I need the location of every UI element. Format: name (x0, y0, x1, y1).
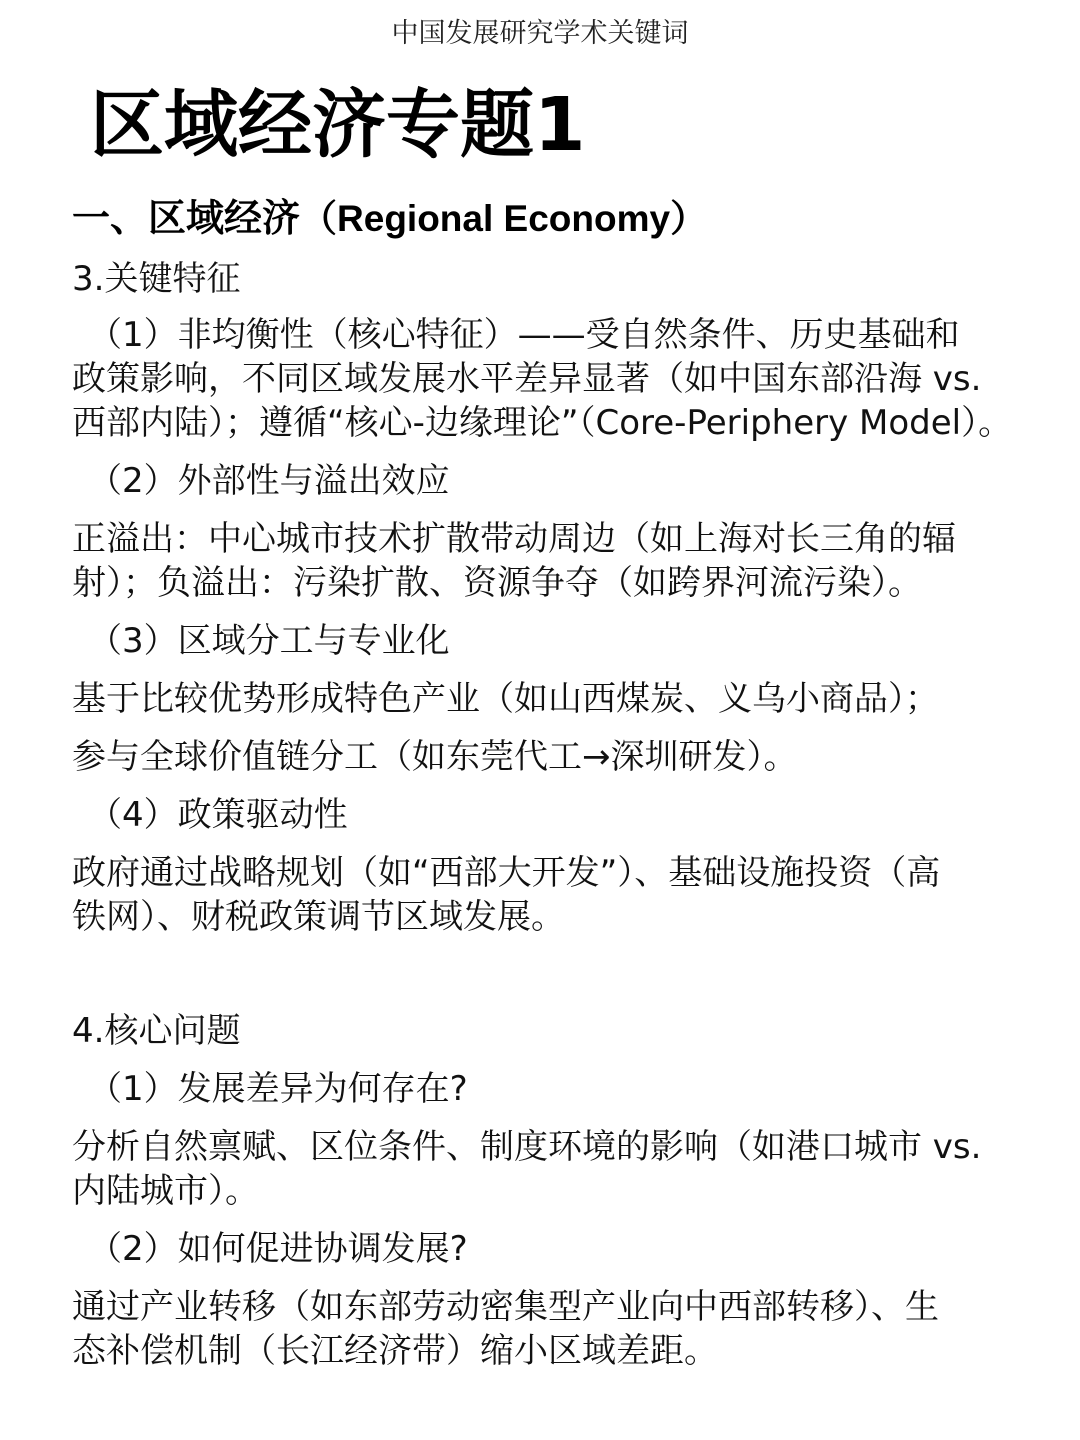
paragraph-line: 通过产业转移（如东部劳动密集型产业向中西部转移）、生 (72, 1287, 939, 1327)
paragraph-line: 铁网）、财税政策调节区域发展。 (72, 897, 565, 937)
item-heading-4: （4）政策驱动性 (88, 795, 348, 835)
item-heading-2: （2）外部性与溢出效应 (88, 461, 450, 501)
page-title: 区域经济专题1 (90, 82, 586, 168)
item-heading-1: （1）非均衡性（核心特征）——受自然条件、历史基础和 (88, 315, 960, 355)
section-heading-latin: （Regional Economy） (300, 198, 708, 239)
paragraph-line: 射）；负溢出：污染扩散、资源争夺（如跨界河流污染）。 (72, 563, 922, 603)
paragraph-line: 西部内陆）；遵循“核心-边缘理论”（Core-Periphery Model）。 (72, 403, 1013, 443)
paragraph-line: 政府通过战略规划（如“西部大开发”）、基础设施投资（高 (72, 853, 941, 893)
paragraph-line: 内陆城市）。 (72, 1171, 259, 1211)
item-heading-3: （3）区域分工与专业化 (88, 621, 450, 661)
paragraph-line: 分析自然禀赋、区位条件、制度环境的影响（如港口城市 vs. (72, 1127, 982, 1167)
subsection-heading-features: 3.关键特征 (72, 259, 241, 299)
paragraph-line: 政策影响，不同区域发展水平差异显著（如中国东部沿海 vs. (72, 359, 982, 399)
page-header: 中国发展研究学术关键词 (391, 18, 689, 49)
section-heading (72, 190, 707, 247)
paragraph-line: 参与全球价值链分工（如东莞代工→深圳研发）。 (72, 737, 798, 777)
question-heading-2: （2）如何促进协调发展? (88, 1229, 468, 1269)
paragraph-line: 态补偿机制（长江经济带）缩小区域差距。 (72, 1331, 718, 1371)
subsection-heading-core-issues: 4.核心问题 (72, 1011, 241, 1051)
question-heading-1: （1）发展差异为何存在? (88, 1069, 468, 1109)
paragraph-line: 基于比较优势形成特色产业（如山西煤炭、义乌小商品）； (72, 679, 939, 719)
paragraph-line: 正溢出：中心城市技术扩散带动周边（如上海对长三角的辐 (72, 519, 956, 559)
section-heading-cn: 一、区域经济 (72, 196, 301, 240)
